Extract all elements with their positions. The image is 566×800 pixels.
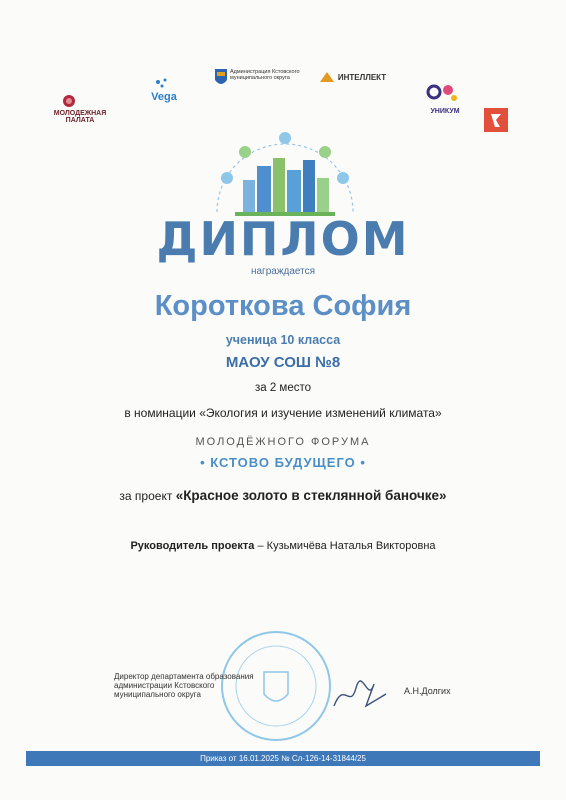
forum-title-line1: МОЛОДЁЖНОГО ФОРУМА [195,436,371,448]
leader-name: – Кузьмичёва Наталья Викторовна [257,540,436,552]
project-title: «Красное золото в стеклянной баночке» [175,488,447,503]
crown-icon [58,92,80,108]
intellect-label: ИНТЕЛЛЕКТ [337,73,387,82]
nomination: в номинации «Экология и изучение изменений климата» [124,406,442,420]
unikum-label: УНИКУМ [430,108,460,115]
vega-label: Vega [151,91,177,103]
recipient-school: МАОУ СОШ №8 [225,354,341,371]
signer-name: А.Н.Долгих [404,686,451,696]
awarded-text: награждается [250,266,316,277]
award-place: за 2 место [254,382,312,394]
recipient-grade: ученица 10 класса [225,333,341,347]
dot-icon: • [355,455,366,470]
forum-name: КСТОВО БУДУЩЕГО [210,455,356,470]
leader-label: Руководитель проекта [130,540,255,552]
molodezhnaya-palata-label: МОЛОДЕЖНАЯ ПАЛАТА [53,110,107,125]
unikum-logo-icon [426,82,460,109]
diploma-title: ДИПЛОМ [156,212,410,266]
director-title: Директор департамента образования администрации Кстовского муниципального округа [114,672,254,700]
coat-of-arms-icon [214,68,228,93]
project-prefix: за проект [119,489,173,503]
administration-label: Администрация Кстовского муниципального округа [230,69,300,81]
project-line [0,488,566,503]
handwritten-signature [330,676,390,717]
order-footer-bar: Приказ от 16.01.2025 № Сл-126-14-31844/25 [26,751,540,766]
forum-title-line2 [0,455,566,470]
project-leader [0,540,566,552]
recipient-name: Короткова София [154,290,412,322]
flag-logo-icon [484,108,508,137]
dot-icon: • [200,455,211,470]
